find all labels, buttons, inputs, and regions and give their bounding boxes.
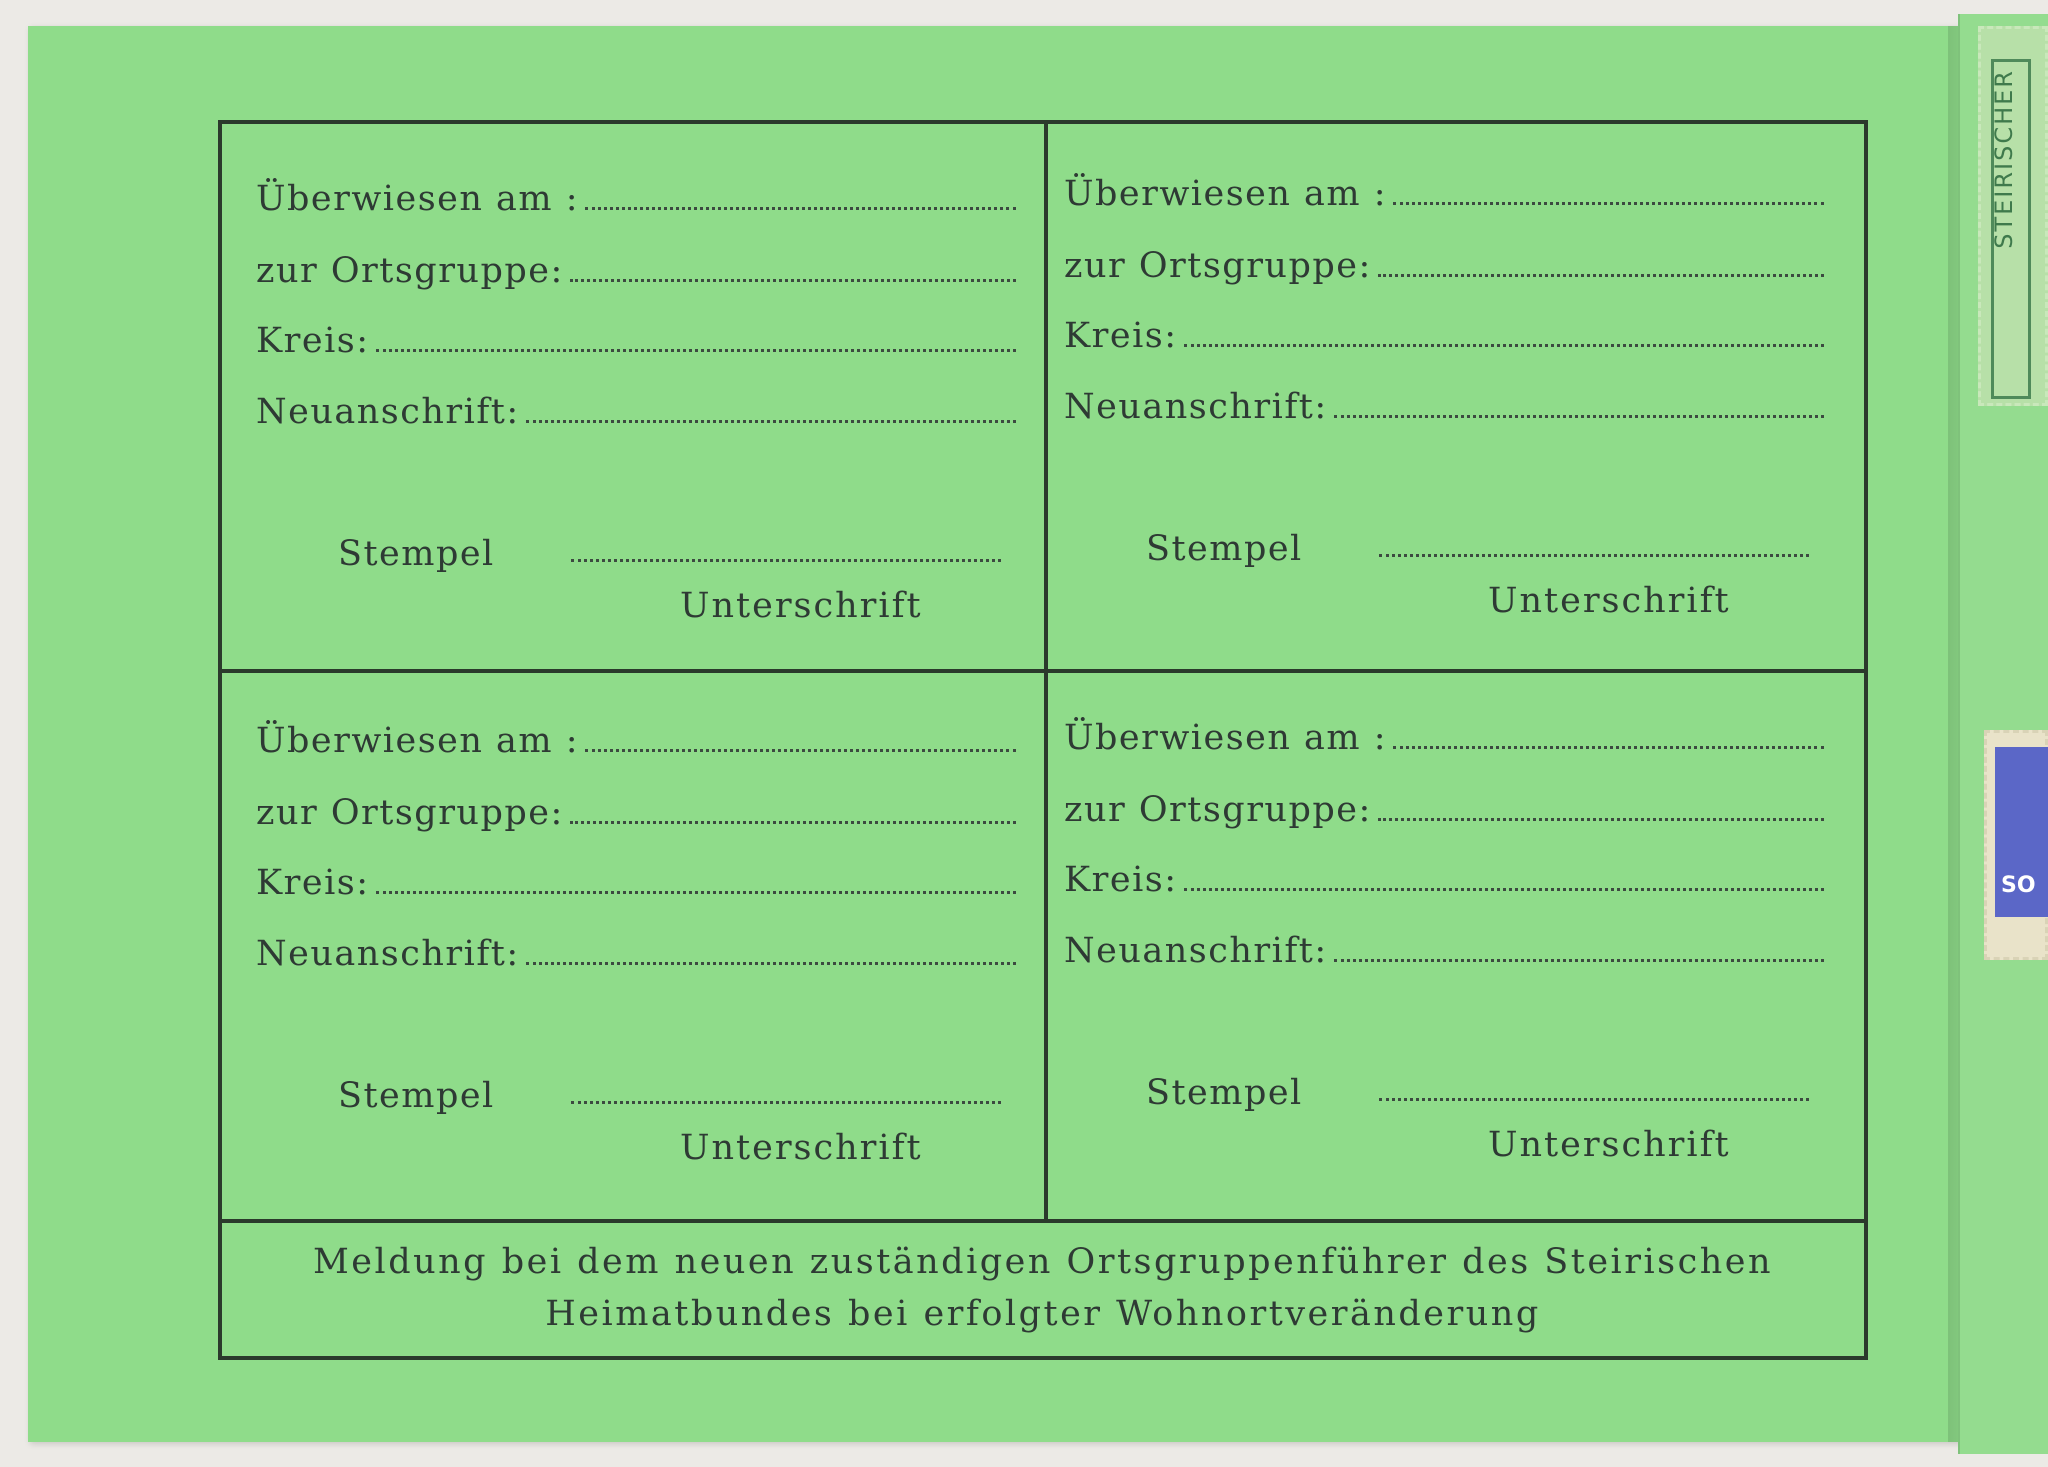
ortsgruppe-dotted-line	[570, 795, 1016, 824]
ueberwiesen-dotted-line	[1393, 720, 1824, 749]
signature-dotted-line	[1379, 1098, 1809, 1101]
ueberwiesen-label: Überwiesen am :	[256, 179, 580, 219]
stempel-label: Stempel	[1146, 1073, 1303, 1113]
green-revenue-stamp	[1978, 26, 2048, 406]
unterschrift-label: Unterschrift	[1488, 1125, 1731, 1165]
unterschrift-label: Unterschrift	[1488, 581, 1731, 621]
kreis-label: Kreis:	[1064, 316, 1178, 356]
stempel-label: Stempel	[338, 1076, 495, 1116]
transfer-form-frame	[218, 120, 1868, 1360]
neuanschrift-label: Neuanschrift:	[1064, 387, 1328, 427]
neuanschrift-label: Neuanschrift:	[256, 392, 520, 432]
ueberwiesen-dotted-line	[1393, 176, 1824, 205]
stempel-label: Stempel	[1146, 529, 1303, 569]
footer-line-1: Meldung bei dem neuen zuständigen Ortsgruppenführer des Steirischen	[312, 1242, 1774, 1282]
ortsgruppe-field	[1064, 246, 1824, 290]
ortsgruppe-dotted-line	[1378, 248, 1824, 277]
ortsgruppe-field	[256, 793, 1016, 837]
neuanschrift-field	[256, 934, 1016, 978]
ueberwiesen-field	[256, 179, 1016, 223]
blue-revenue-stamp	[1984, 730, 2048, 960]
unterschrift-label: Unterschrift	[680, 586, 923, 626]
kreis-field	[256, 863, 1016, 907]
ueberwiesen-dotted-line	[585, 181, 1016, 210]
blue-stamp-text: SO	[2001, 873, 2036, 898]
ueberwiesen-field	[256, 721, 1016, 765]
green-stamp-text: STEIRISCHER	[1990, 69, 2018, 249]
ortsgruppe-dotted-line	[570, 253, 1016, 282]
kreis-field	[256, 321, 1016, 365]
ortsgruppe-field	[1064, 790, 1824, 834]
stempel-label: Stempel	[338, 534, 495, 574]
footer-notice	[222, 1236, 1864, 1340]
ueberwiesen-dotted-line	[585, 723, 1016, 752]
kreis-dotted-line	[376, 323, 1016, 352]
ortsgruppe-dotted-line	[1378, 792, 1824, 821]
ortsgruppe-label: zur Ortsgruppe:	[256, 251, 564, 291]
footer-line-2: Heimatbundes bei erfolgter Wohnortveränderung	[545, 1294, 1541, 1334]
kreis-label: Kreis:	[256, 321, 370, 361]
neuanschrift-dotted-line	[526, 936, 1016, 965]
neuanschrift-dotted-line	[1334, 933, 1824, 962]
ueberwiesen-label: Überwiesen am :	[1064, 718, 1388, 758]
ueberwiesen-label: Überwiesen am :	[1064, 174, 1388, 214]
transfer-entry-2	[1064, 174, 1854, 694]
membership-card-page	[28, 26, 1968, 1442]
kreis-field	[1064, 316, 1824, 360]
neuanschrift-dotted-line	[526, 394, 1016, 423]
neuanschrift-dotted-line	[1334, 389, 1824, 418]
neuanschrift-field	[256, 392, 1016, 436]
ueberwiesen-label: Überwiesen am :	[256, 721, 580, 761]
transfer-entry-4	[1064, 718, 1854, 1238]
ortsgruppe-label: zur Ortsgruppe:	[1064, 246, 1372, 286]
kreis-label: Kreis:	[1064, 860, 1178, 900]
ortsgruppe-label: zur Ortsgruppe:	[256, 793, 564, 833]
kreis-label: Kreis:	[256, 863, 370, 903]
neuanschrift-field	[1064, 387, 1824, 431]
transfer-entry-3	[256, 721, 1046, 1241]
kreis-field	[1064, 860, 1824, 904]
ortsgruppe-field	[256, 251, 1016, 295]
transfer-entry-1	[256, 179, 1046, 699]
neuanschrift-label: Neuanschrift:	[256, 934, 520, 974]
signature-dotted-line	[571, 1101, 1001, 1104]
signature-dotted-line	[1379, 554, 1809, 557]
unterschrift-label: Unterschrift	[680, 1128, 923, 1168]
neuanschrift-label: Neuanschrift:	[1064, 931, 1328, 971]
kreis-dotted-line	[1184, 862, 1824, 891]
ortsgruppe-label: zur Ortsgruppe:	[1064, 790, 1372, 830]
neuanschrift-field	[1064, 931, 1824, 975]
ueberwiesen-field	[1064, 174, 1824, 218]
kreis-dotted-line	[1184, 318, 1824, 347]
signature-dotted-line	[571, 559, 1001, 562]
ueberwiesen-field	[1064, 718, 1824, 762]
kreis-dotted-line	[376, 865, 1016, 894]
